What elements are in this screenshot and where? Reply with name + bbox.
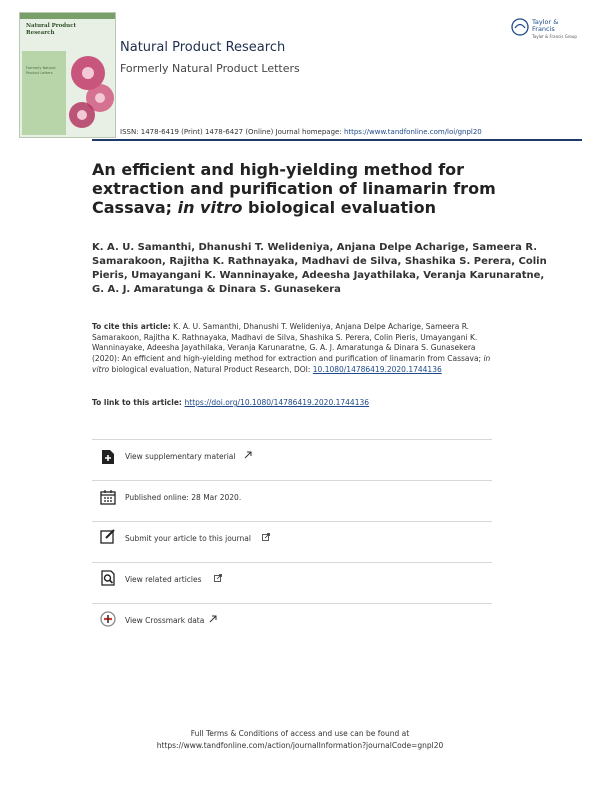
publisher-logo-icon xyxy=(510,17,530,37)
journal-former-name: Formerly Natural Product Letters xyxy=(120,62,300,75)
publisher-logo[interactable] xyxy=(510,17,582,39)
submit-article-link[interactable] xyxy=(92,521,492,556)
cover-title: Natural Product Research xyxy=(26,23,77,36)
supplementary-material-label: View supplementary material xyxy=(125,452,236,461)
cover-flower-graphic xyxy=(60,43,115,137)
related-articles-link[interactable] xyxy=(92,562,492,597)
footer-terms xyxy=(0,728,600,752)
submit-article-label: Submit your article to this journal xyxy=(125,534,251,543)
citation-text: K. A. U. Samanthi, Dhanushi T. Welideniya, Anjana Delpe Acharige, Sameera R. Samarakoon, Rajitha K. Rathnayaka, Madhavi de Silva, Shashika S. Perera, Colin Pieris, Umayangani K. Wanninayake, Adeesha Jayathilaka, Veranja Karunaratne, G. A. J. Amaratunga & Dinara S. Gunasekera (2020): An efficient and high-yielding method for extraction and purification of linamarin from Cassava; xyxy=(92,322,484,364)
citation-text-end: biological evaluation, Natural Product Research, DOI: xyxy=(109,364,313,374)
document-plus-icon xyxy=(100,449,116,465)
crossmark-label: View Crossmark data xyxy=(125,616,205,625)
citation-doi-link[interactable]: 10.1080/14786419.2020.1744136 xyxy=(312,364,442,374)
publisher-logo-name: Taylor & Francis xyxy=(532,18,559,33)
published-online-row xyxy=(92,480,492,515)
title-main: An efficient and high-yielding method for extraction and purification of linamarin from Cassava; xyxy=(92,160,496,217)
citation-italic: in vitro xyxy=(92,354,491,374)
publisher-logo-subname: Taylor & Francis Group xyxy=(532,34,577,39)
title-italic: in vitro xyxy=(177,198,243,217)
calendar-icon xyxy=(100,489,116,505)
citation-block xyxy=(92,322,492,376)
footer-url[interactable]: https://www.tandfonline.com/action/journalInformation?journalCode=gnpl20 xyxy=(156,741,444,750)
supplementary-material-link[interactable] xyxy=(92,439,492,474)
external-link-icon xyxy=(262,533,270,541)
article-link-line xyxy=(92,398,369,407)
search-document-icon xyxy=(100,570,116,586)
crossmark-link[interactable] xyxy=(92,603,492,638)
external-link-icon xyxy=(209,615,217,623)
cover-band xyxy=(20,13,115,19)
title-end: biological evaluation xyxy=(242,198,436,217)
article-title xyxy=(92,160,512,217)
citation-label: To cite this article: xyxy=(92,322,171,331)
external-link-icon xyxy=(244,451,252,459)
crossmark-icon xyxy=(100,611,116,627)
article-doi-link[interactable]: https://doi.org/10.1080/14786419.2020.1744136 xyxy=(184,398,370,407)
journal-homepage-link[interactable]: https://www.tandfonline.com/loi/gnpl20 xyxy=(343,128,482,136)
related-articles-label: View related articles xyxy=(125,575,202,584)
header-divider xyxy=(92,139,582,141)
article-link-label: To link to this article: xyxy=(92,398,185,407)
edit-icon xyxy=(100,528,116,544)
published-online-label: Published online: 28 Mar 2020. xyxy=(125,493,242,502)
journal-cover-image xyxy=(19,12,116,138)
publisher-logo-text xyxy=(532,19,582,40)
issn-text: ISSN: 1478-6419 (Print) 1478-6427 (Online) Journal homepage: xyxy=(120,128,344,136)
footer-line-1: Full Terms & Conditions of access and use can be found at xyxy=(190,729,410,738)
article-authors: K. A. U. Samanthi, Dhanushi T. Welideniya, Anjana Delpe Acharige, Sameera R. Samarakoon, Rajitha K. Rathnayaka, Madhavi de Silva, Shashika S. Perera, Colin Pieris, Umayangani K. Wanninayake, Adeesha Jayathilaka, Veranja Karunaratne, G. A. J. Amaratunga & Dinara S. Gunasekera xyxy=(92,242,547,295)
issn-line xyxy=(120,128,482,136)
journal-name: Natural Product Research xyxy=(120,40,286,55)
external-link-icon xyxy=(214,574,222,582)
cover-subtitle: Formerly Natural Product Letters xyxy=(26,66,56,75)
